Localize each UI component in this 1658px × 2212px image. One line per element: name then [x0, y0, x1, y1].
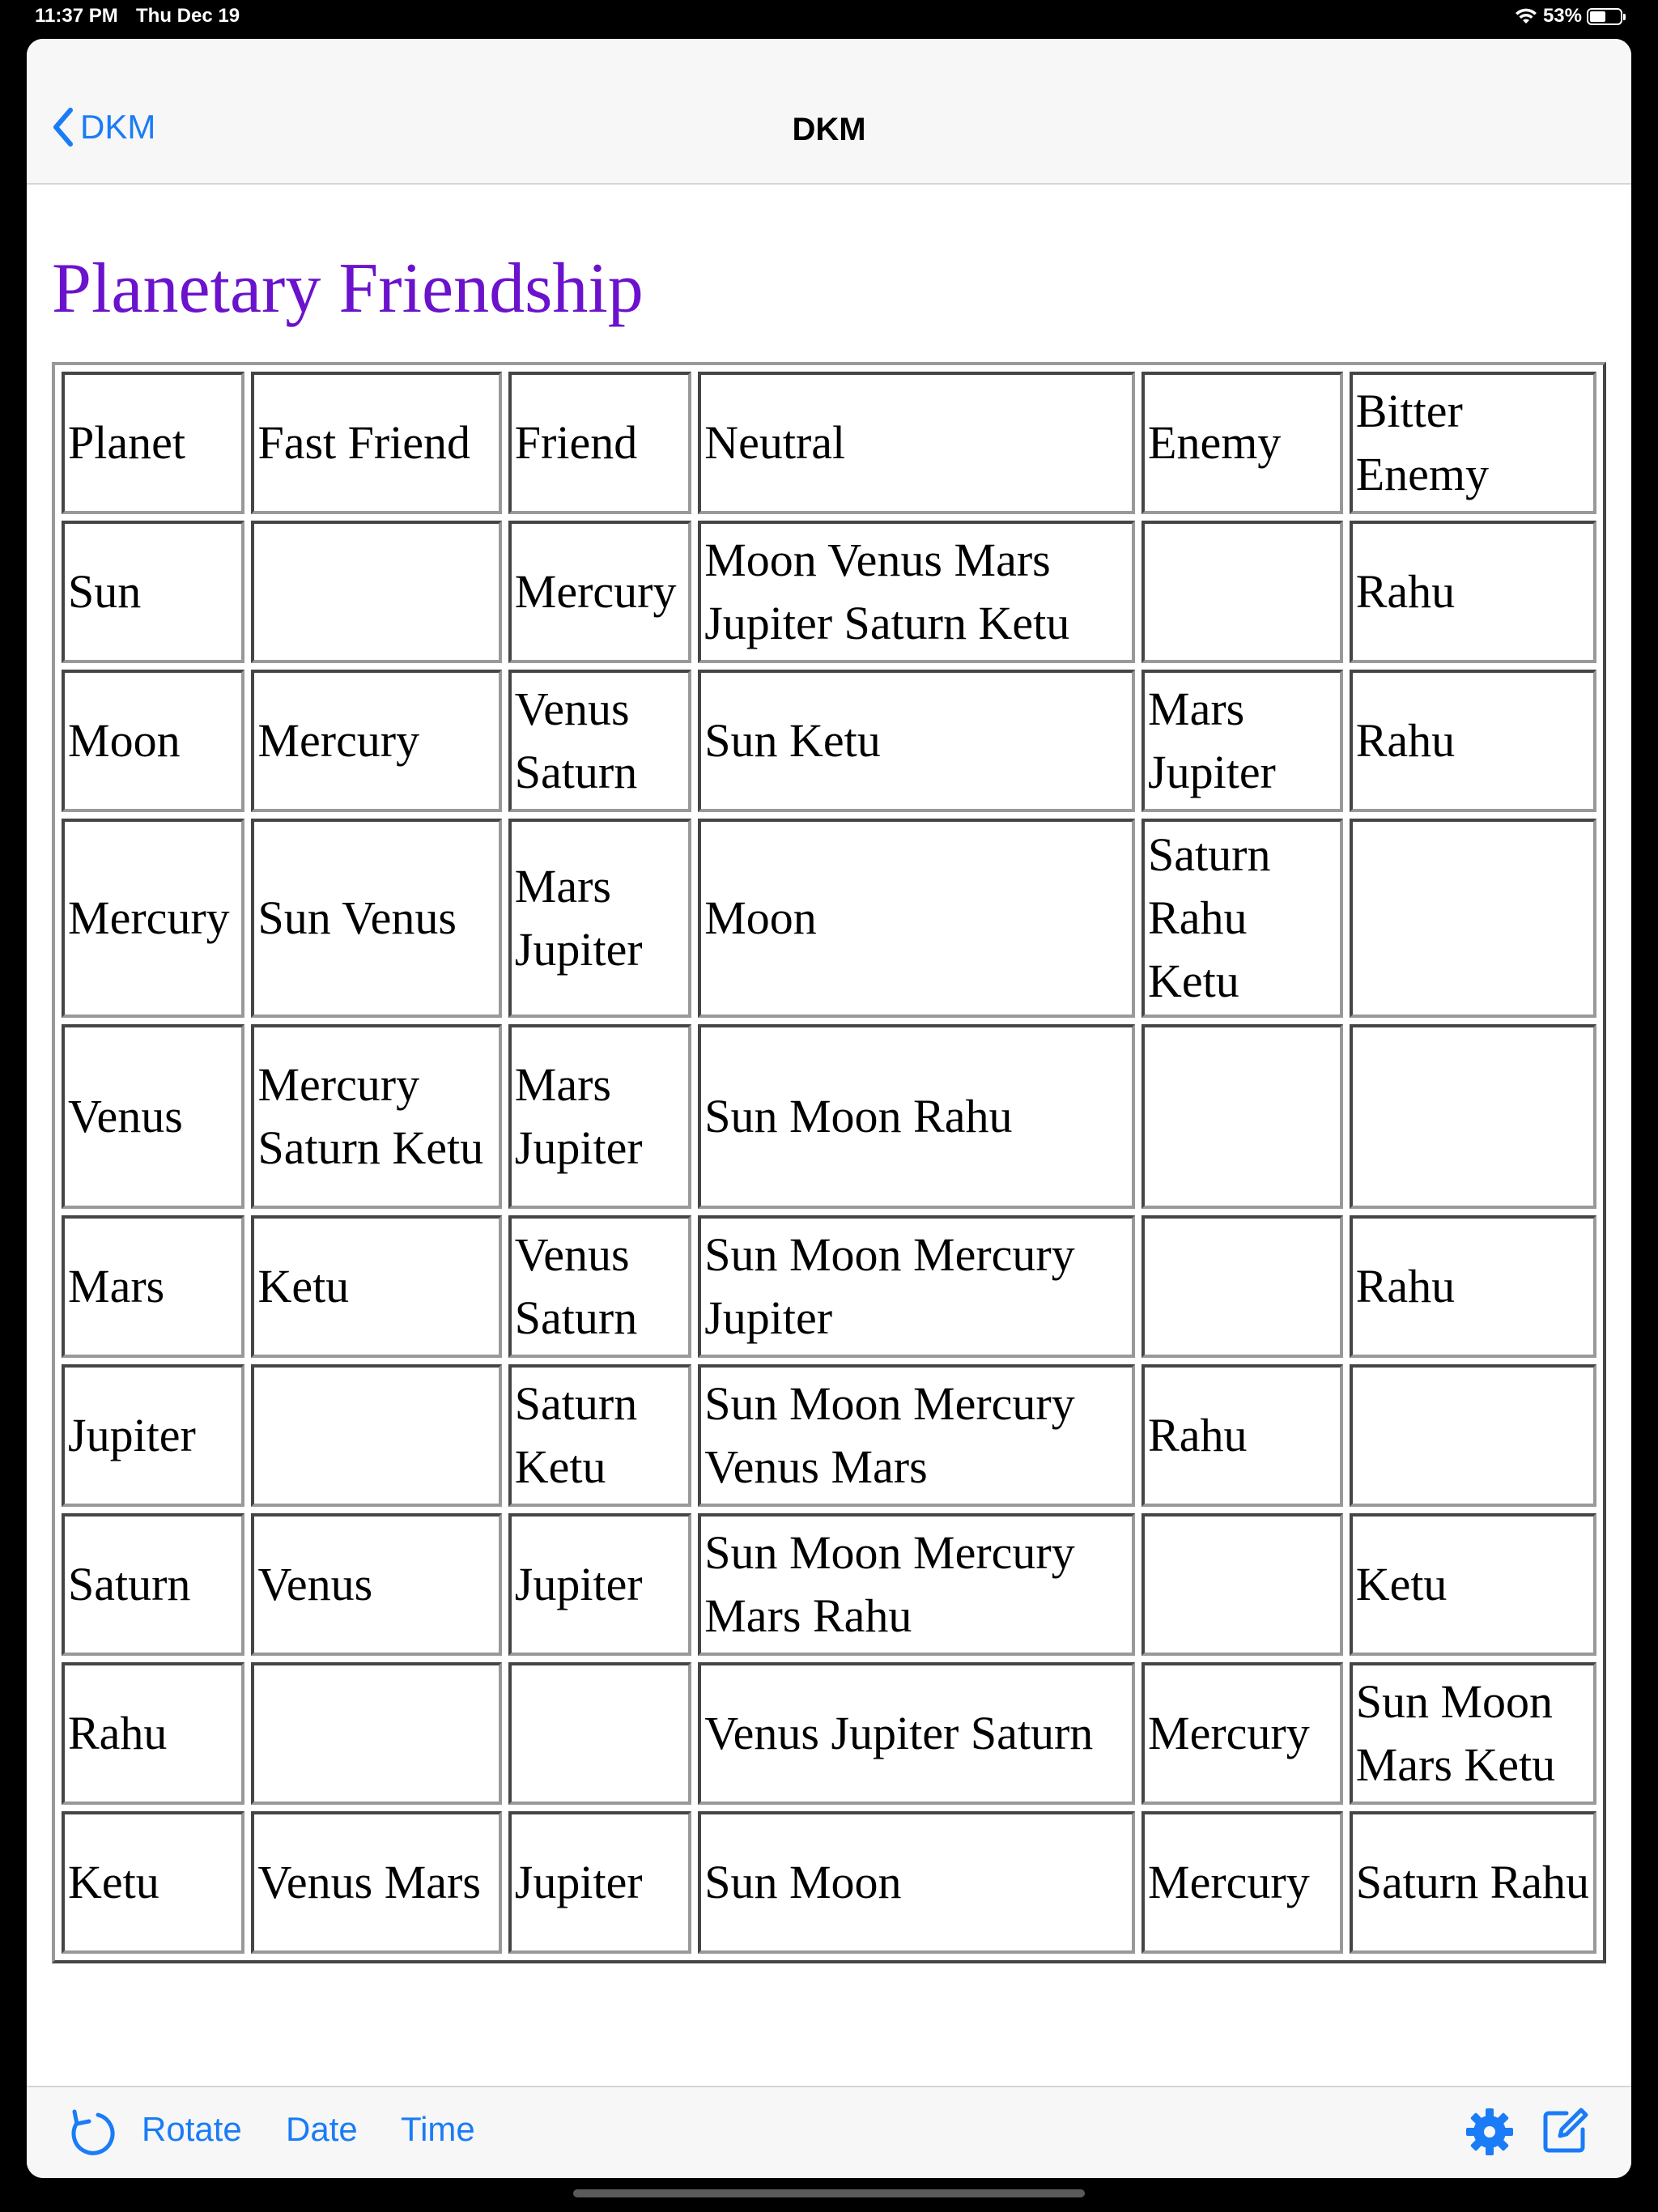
wifi-icon — [1514, 7, 1538, 25]
table-cell: Mercury — [62, 819, 244, 1018]
table-cell: Venus Saturn — [508, 1215, 691, 1358]
settings-button[interactable] — [1465, 2107, 1515, 2157]
status-date: Thu Dec 19 — [136, 5, 240, 27]
table-row — [62, 819, 1596, 1018]
table-cell: Mercury — [508, 521, 691, 663]
table-cell: Venus Jupiter Saturn — [698, 1662, 1135, 1805]
table-cell — [1141, 1024, 1343, 1209]
table-cell: Saturn Rahu Ketu — [1141, 819, 1343, 1018]
table-cell — [1141, 1215, 1343, 1358]
table-cell: Mercury — [1141, 1662, 1343, 1805]
column-header: Enemy — [1141, 372, 1343, 514]
rotate-button[interactable] — [67, 2107, 117, 2160]
table-cell — [251, 1662, 501, 1805]
gear-icon — [1465, 2107, 1515, 2157]
table-cell: Sun Venus — [251, 819, 501, 1018]
table-cell: Venus Mars — [251, 1811, 501, 1954]
table-cell: Ketu — [1350, 1513, 1596, 1656]
back-button-label: DKM — [80, 108, 156, 146]
table-cell: Venus — [251, 1513, 501, 1656]
table-row — [62, 1811, 1596, 1954]
battery-level — [1590, 11, 1605, 22]
battery-percent: 53% — [1542, 5, 1582, 27]
nav-title: DKM — [792, 112, 866, 147]
status-bar — [0, 0, 1658, 36]
table-cell — [251, 1364, 501, 1507]
table-cell: Rahu — [1141, 1364, 1343, 1507]
bottom-toolbar — [27, 2086, 1631, 2178]
table-cell: Jupiter — [508, 1811, 691, 1954]
table-cell: Venus — [62, 1024, 244, 1209]
table-cell — [1350, 1364, 1596, 1507]
navigation-bar — [27, 39, 1631, 185]
table-cell: Venus Saturn — [508, 670, 691, 812]
table-cell: Saturn — [62, 1513, 244, 1656]
table-cell — [1350, 819, 1596, 1018]
compose-button[interactable] — [1539, 2105, 1591, 2157]
column-header: Fast Friend — [251, 372, 501, 514]
table-cell: Rahu — [1350, 521, 1596, 663]
table-cell: Saturn Rahu — [1350, 1811, 1596, 1954]
table-cell: Sun Ketu — [698, 670, 1135, 812]
table-cell: Mercury — [1141, 1811, 1343, 1954]
table-cell: Mercury Saturn Ketu — [251, 1024, 501, 1209]
table-cell: Moon Venus Mars Jupiter Saturn Ketu — [698, 521, 1135, 663]
table-cell — [508, 1662, 691, 1805]
table-cell: Jupiter — [62, 1364, 244, 1507]
table-cell — [1141, 521, 1343, 663]
table-cell: Jupiter — [508, 1513, 691, 1656]
table-cell: Saturn Ketu — [508, 1364, 691, 1507]
table-cell — [1350, 1024, 1596, 1209]
table-row — [62, 1364, 1596, 1507]
table-cell: Mars Jupiter — [508, 819, 691, 1018]
table-cell — [1141, 1513, 1343, 1656]
friendship-table — [52, 362, 1606, 1963]
table-row — [62, 1513, 1596, 1656]
table-header-row — [62, 372, 1596, 514]
table-cell: Mercury — [251, 670, 501, 812]
table-cell: Rahu — [1350, 670, 1596, 812]
status-indicators — [1514, 5, 1622, 28]
page-title: Planetary Friendship — [52, 249, 644, 328]
column-header: Friend — [508, 372, 691, 514]
table-cell: Sun Moon Mercury Jupiter — [698, 1215, 1135, 1358]
table-row — [62, 521, 1596, 663]
date-button[interactable]: Date — [286, 2110, 358, 2148]
rotate-text-button[interactable]: Rotate — [142, 2110, 242, 2148]
column-header: Planet — [62, 372, 244, 514]
time-button[interactable]: Time — [401, 2110, 475, 2148]
app-window — [27, 39, 1631, 2178]
table-row — [62, 1662, 1596, 1805]
table-cell: Moon — [62, 670, 244, 812]
table-cell: Rahu — [62, 1662, 244, 1805]
table-row — [62, 1024, 1596, 1209]
web-content — [27, 185, 1631, 2125]
column-header: Neutral — [698, 372, 1135, 514]
friendship-table-wrapper — [52, 362, 1606, 1963]
table-cell: Ketu — [62, 1811, 244, 1954]
table-cell — [251, 521, 501, 663]
rotate-icon — [67, 2107, 117, 2160]
table-cell: Ketu — [251, 1215, 501, 1358]
table-cell: Sun Moon — [698, 1811, 1135, 1954]
table-cell: Rahu — [1350, 1215, 1596, 1358]
compose-icon — [1539, 2105, 1591, 2157]
status-time: 11:37 PM — [35, 5, 118, 27]
table-cell: Sun Moon Mars Ketu — [1350, 1662, 1596, 1805]
battery-icon — [1587, 8, 1622, 25]
table-cell: Sun Moon Rahu — [698, 1024, 1135, 1209]
table-cell: Sun — [62, 521, 244, 663]
home-indicator — [573, 2189, 1085, 2197]
table-cell: Mars Jupiter — [508, 1024, 691, 1209]
table-cell: Moon — [698, 819, 1135, 1018]
table-row — [62, 1215, 1596, 1358]
table-cell: Sun Moon Mercury Mars Rahu — [698, 1513, 1135, 1656]
column-header: Bitter Enemy — [1350, 372, 1596, 514]
table-row — [62, 670, 1596, 812]
table-cell: Mars — [62, 1215, 244, 1358]
table-cell: Mars Jupiter — [1141, 670, 1343, 812]
table-cell: Sun Moon Mercury Venus Mars — [698, 1364, 1135, 1507]
